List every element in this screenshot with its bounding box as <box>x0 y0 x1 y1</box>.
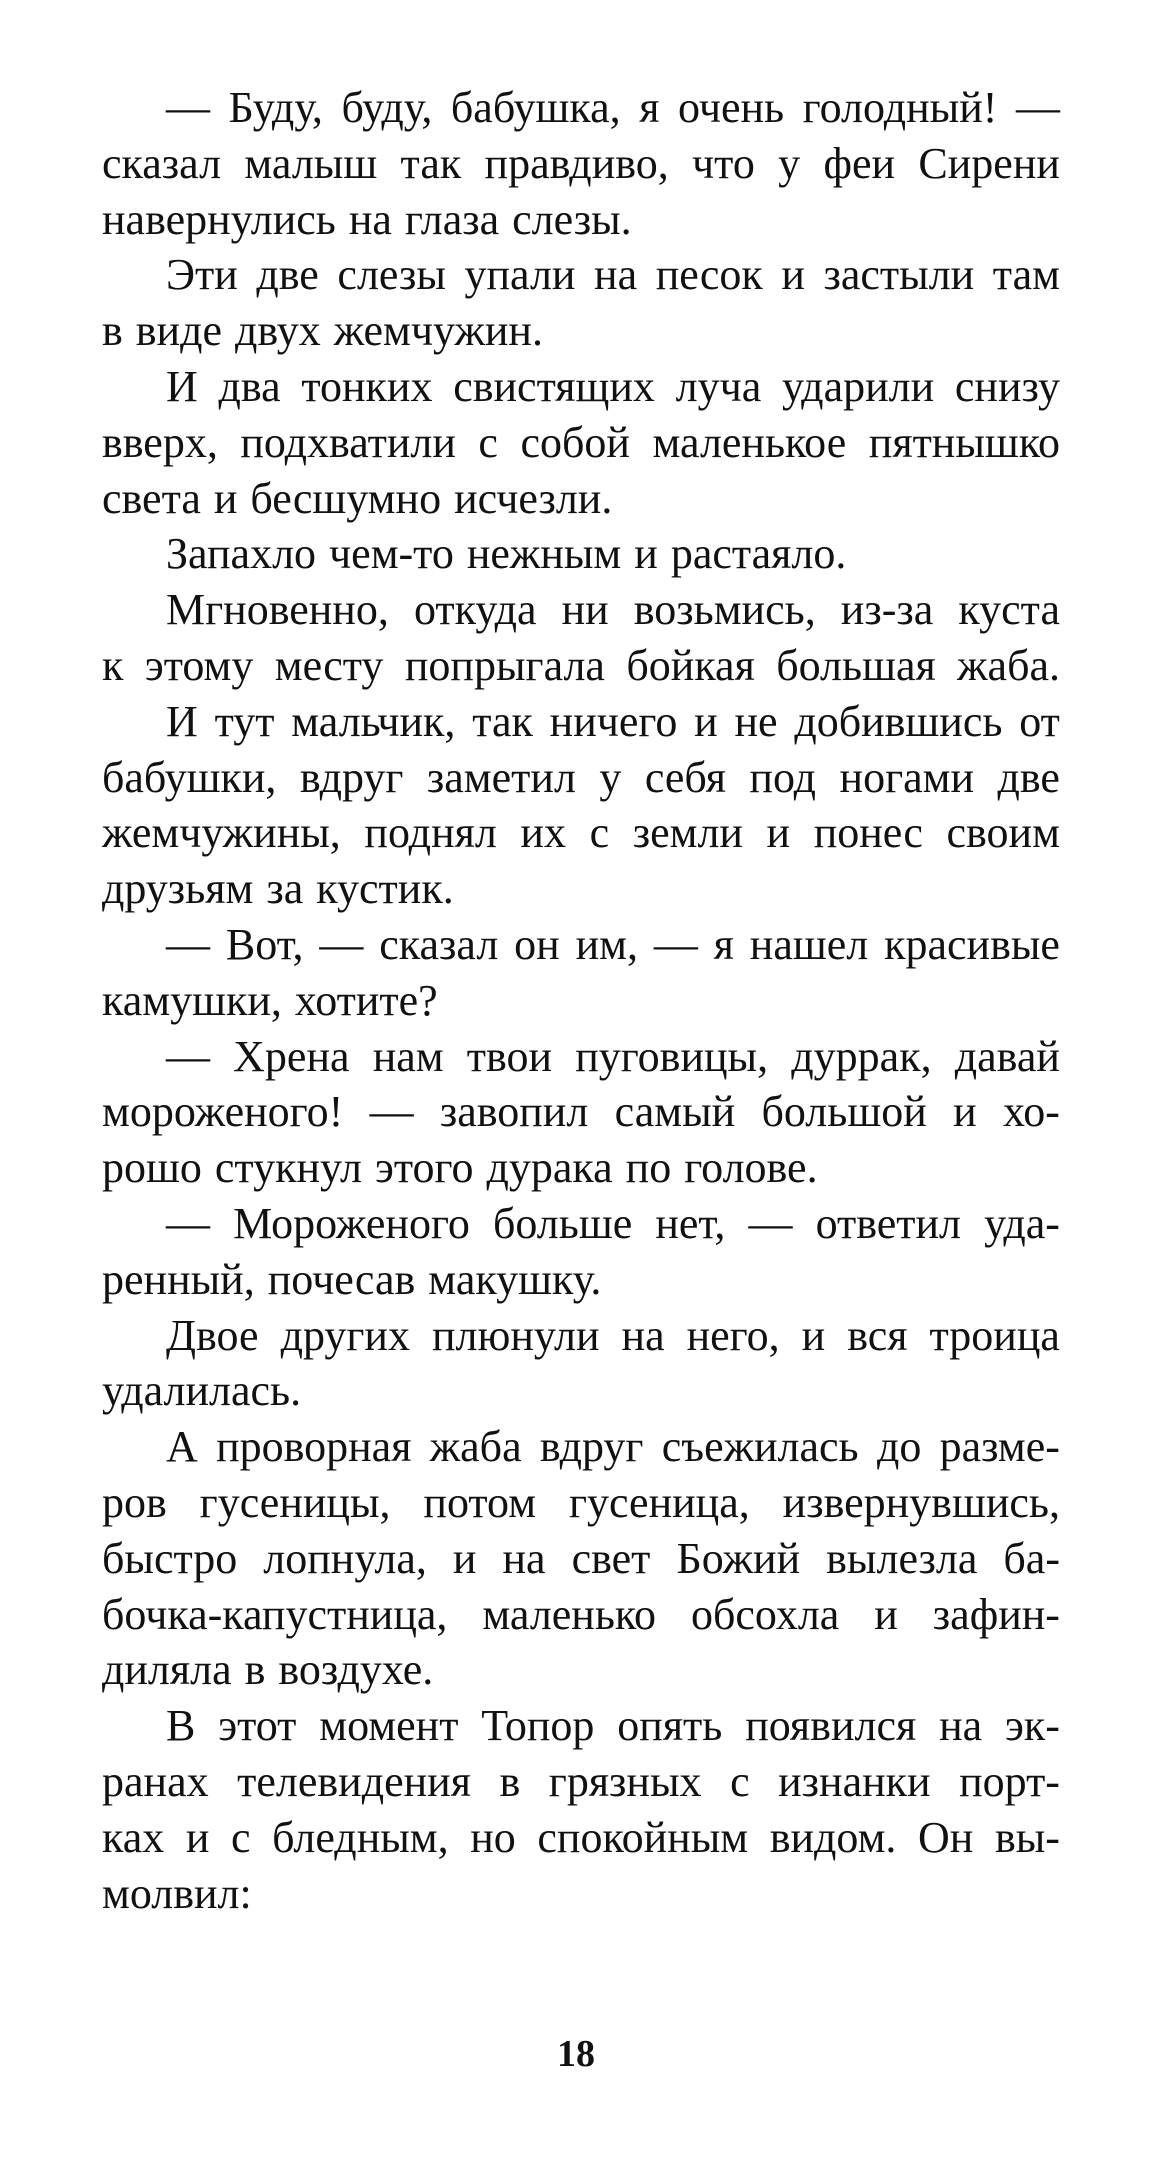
text-line: бочка-капустница, маленько обсохла и зафин- <box>102 1589 1060 1639</box>
text-line: ров гусеницы, потом гусеница, извернувшись, <box>102 1478 1060 1527</box>
text-line: вверх, подхватили с собой маленькое пятнышко <box>102 417 1060 467</box>
text-line: света и бесшумно исчезли. <box>102 473 613 523</box>
text-line: ренный, почесав макушку. <box>102 1254 602 1304</box>
text-line: к этому месту попрыгала бойкая большая жаба. <box>102 641 1060 690</box>
text-line: удалилась. <box>102 1366 302 1416</box>
text-line: ранах телевидения в грязных с изнанки порт- <box>102 1757 1060 1806</box>
page-number: 18 <box>557 2033 595 2075</box>
text-line: друзьям за кустик. <box>102 864 454 914</box>
text-line: Двое других плюнули на него, и вся троица <box>166 1310 1060 1360</box>
text-line: жемчужины, поднял их с земли и понес своим <box>102 808 1060 858</box>
text-line: Запахло чем-то нежным и растаяло. <box>166 529 847 579</box>
text-line: Эти две слезы упали на песок и застыли там <box>166 250 1060 300</box>
text-line: быстро лопнула, и на свет Божий вылезла ба- <box>102 1533 1060 1583</box>
text-line: А проворная жаба вдруг съежилась до разме- <box>166 1422 1060 1472</box>
text-line: камушки, хотите? <box>102 975 438 1025</box>
text-line: молвил: <box>102 1868 252 1918</box>
text-line: мороженого! — завопил самый большой и хо- <box>102 1087 1060 1137</box>
text-line: сказал малыш так правдиво, что у феи Сирени <box>102 138 1060 188</box>
text-line: диляла в воздухе. <box>102 1645 434 1695</box>
text-line: — Буду, буду, бабушка, я очень голодный! — <box>166 83 1060 132</box>
text-line: в виде двух жемчужин. <box>102 306 543 356</box>
text-line: — Хрена нам твои пуговицы, дуррак, давай <box>166 1031 1060 1081</box>
text-line: — Вот, — сказал он им, — я нашел красивые <box>166 920 1060 969</box>
text-line: И два тонких свистящих луча ударили снизу <box>166 362 1060 411</box>
text-line: навернулись на глаза слезы. <box>102 194 632 244</box>
text-line: ках и с бледным, но спокойным видом. Он вы- <box>102 1812 1060 1862</box>
text-line: И тут мальчик, так ничего и не добившись от <box>166 696 1060 746</box>
text-line: Мгновенно, откуда ни возьмись, из-за куста <box>166 585 1060 635</box>
text-line: рошо стукнул этого дурака по голове. <box>102 1143 818 1193</box>
text-line: — Мороженого больше нет, — ответил уда- <box>166 1199 1060 1248</box>
text-line: бабушки, вдруг заметил у себя под ногами две <box>102 752 1060 802</box>
text-line: В этот момент Топор опять появился на эк- <box>166 1701 1060 1751</box>
